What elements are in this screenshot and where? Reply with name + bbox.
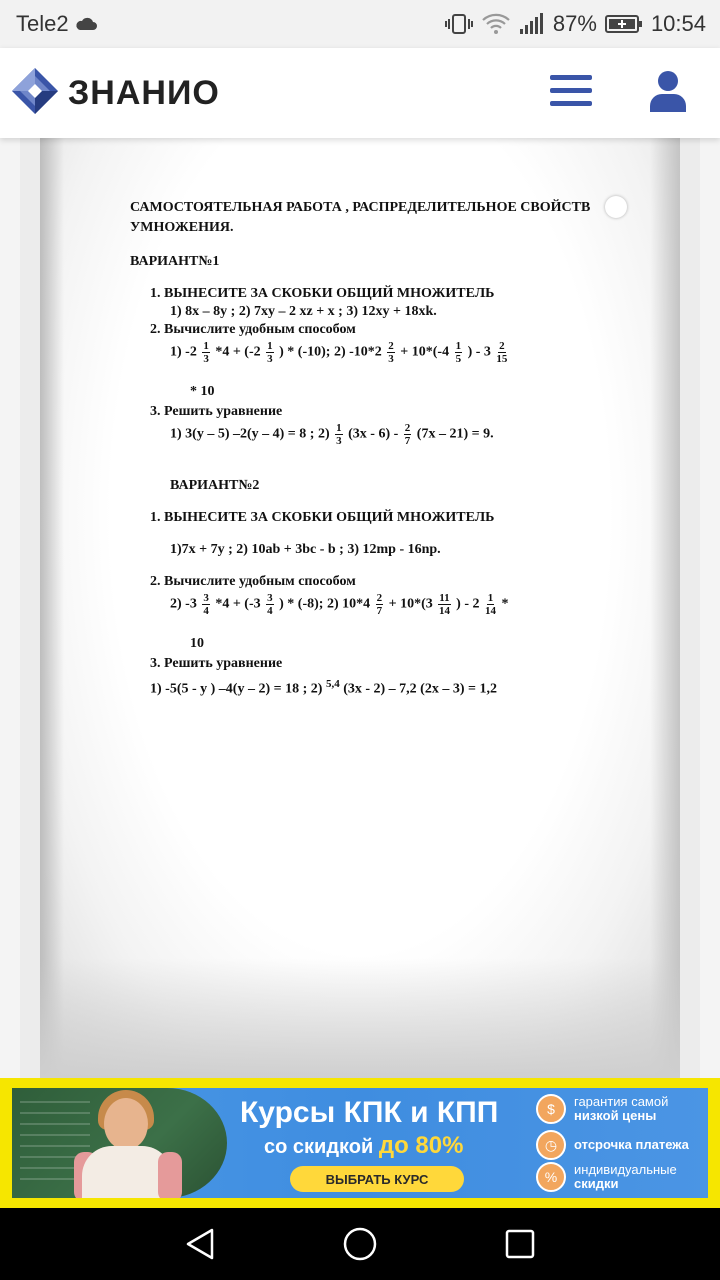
frac-num: 11 (439, 592, 450, 604)
frac-den: 3 (267, 353, 273, 365)
app-header (0, 48, 720, 138)
signal-icon (519, 13, 545, 35)
vibrate-icon (445, 13, 473, 35)
v2-task2-cont: 10 (190, 636, 204, 651)
scan-shadow-left (40, 138, 64, 1078)
ad-subtitle-prefix: со скидкой (264, 1136, 379, 1158)
ad-feature2: отсрочка платежа (574, 1137, 689, 1152)
fraction (266, 592, 274, 617)
frac-num: 2 (388, 340, 394, 352)
page-marker (605, 196, 627, 218)
fraction (376, 592, 384, 617)
ad-title: Курсы КПК и КПП (240, 1096, 499, 1129)
v1-task1-items: 1) 8x – 8y ; 2) 7xy – 2 xz + x ; 3) 12xy + 18xk. (170, 304, 437, 319)
logo[interactable] (10, 66, 220, 121)
clock-icon: ◷ (536, 1130, 566, 1160)
expr-part: 1) 3(y – 5) –2(y – 4) = 8 ; 2) (170, 426, 330, 442)
fraction (496, 340, 507, 365)
ad-photo (12, 1088, 227, 1198)
fraction (485, 592, 496, 617)
v2-task1-heading: 1. ВЫНЕСИТЕ ЗА СКОБКИ ОБЩИЙ МНОЖИТЕЛЬ (150, 510, 495, 525)
ad-feature-price-text (574, 1095, 668, 1123)
ad-feature3-line1: индивидуальные (574, 1162, 677, 1177)
frac-num: 1 (203, 340, 209, 352)
fraction (335, 422, 343, 447)
ad-feature-deferral (536, 1130, 689, 1160)
wifi-icon (481, 13, 511, 35)
frac-num: 1 (487, 592, 494, 604)
percent-icon: % (536, 1162, 566, 1192)
document-viewer[interactable] (0, 138, 720, 1078)
ad-feature1-line1: гарантия самой (574, 1094, 669, 1109)
carrier-name: Tele2 (16, 11, 69, 36)
frac-den: 3 (388, 353, 394, 365)
home-icon[interactable] (330, 1214, 390, 1274)
ad-feature1-line2: низкой цены (574, 1108, 657, 1123)
menu-icon[interactable] (550, 73, 592, 114)
frac-num: 1 (267, 340, 273, 352)
expr-part: ) - 3 (467, 344, 491, 360)
status-right (445, 11, 706, 37)
expr-part: + 10*(3 (388, 596, 433, 612)
person-head (104, 1098, 148, 1150)
doc-title-line1: САМОСТОЯТЕЛЬНАЯ РАБОТА , РАСПРЕДЕЛИТЕЛЬНОЕ СВОЙСТВ (130, 200, 591, 215)
frac-num: 3 (267, 592, 273, 604)
ad-feature-discount (536, 1162, 677, 1192)
v1-task2-cont: * 10 (190, 384, 215, 399)
expr-part: 1) -5(5 - y ) –4(y – 2) = 18 ; 2) (150, 681, 323, 697)
expr-part: ) - 2 (456, 596, 480, 612)
battery-percent: 87% (552, 11, 597, 36)
fraction (404, 422, 412, 447)
cloud-icon (75, 17, 97, 31)
frac-den: 4 (203, 605, 209, 617)
variant1-heading: ВАРИАНТ№1 (130, 254, 220, 269)
v2-task2-heading: 2. Вычислите удобным способом (150, 574, 356, 589)
frac-num: 3 (203, 592, 209, 604)
frac-den: 15 (496, 353, 508, 365)
battery-charging-icon (605, 14, 643, 34)
scan-shadow-bottom (40, 958, 680, 1078)
person-arm-right (158, 1152, 182, 1198)
scan-shadow-right (650, 138, 680, 1078)
frac-num: 2 (404, 422, 411, 434)
expr-part: *4 + (-3 (215, 596, 261, 612)
v2-task1-items: 1)7x + 7y ; 2) 10ab + 3bc - b ; 3) 12mp - 16np. (170, 542, 441, 557)
doc-title-line2: УМНОЖЕНИЯ. (130, 220, 234, 235)
ad-feature-price (536, 1094, 668, 1124)
frac-den: 5 (455, 353, 462, 365)
expr-part: 2) -3 (170, 596, 197, 612)
ad-feature-discount-text (574, 1163, 677, 1191)
expr-part: *4 + (-2 (215, 344, 261, 360)
ad-feature3-line2: скидки (574, 1176, 619, 1191)
logo-mark-icon (10, 66, 60, 121)
v1-task1-heading: 1. ВЫНЕСИТЕ ЗА СКОБКИ ОБЩИЙ МНОЖИТЕЛЬ (150, 286, 495, 301)
fraction (387, 340, 395, 365)
frac-num: 2 (376, 592, 383, 604)
expr-part: (3x - 6) - (348, 426, 399, 442)
clock: 10:54 (650, 11, 706, 36)
back-icon[interactable] (170, 1214, 230, 1274)
frac-den: 3 (203, 353, 209, 365)
carrier-group (16, 11, 97, 37)
ad-content[interactable] (12, 1088, 708, 1198)
v1-task3-heading: 3. Решить уравнение (150, 404, 283, 419)
recents-icon[interactable] (490, 1214, 550, 1274)
price-tag-icon: $ (536, 1094, 566, 1124)
user-icon[interactable] (650, 70, 686, 117)
fraction (455, 340, 463, 365)
v1-task2-heading: 2. Вычислите удобным способом (150, 322, 356, 337)
v1-task3-expr (170, 422, 494, 447)
coef: 5,4 (325, 678, 340, 690)
status-bar (0, 0, 720, 48)
expr-part: 1) -2 (170, 344, 197, 360)
frac-den: 7 (404, 435, 411, 447)
v2-task3-expr (150, 678, 497, 698)
frac-num: 2 (499, 340, 505, 352)
expr-part: + 10*(-4 (400, 344, 450, 360)
fraction (202, 592, 210, 617)
ad-subtitle (264, 1132, 463, 1160)
ad-feature-deferral-text (574, 1138, 689, 1152)
fraction (438, 592, 450, 617)
expr-part: ) * (-8); 2) 10*4 (279, 596, 371, 612)
v2-task3-heading: 3. Решить уравнение (150, 656, 283, 671)
fraction (202, 340, 210, 365)
v1-task2-expr (170, 340, 509, 365)
frac-num: 1 (336, 422, 342, 434)
ad-subtitle-accent: до 80% (378, 1132, 464, 1159)
expr-part: ) * (-10); 2) -10*2 (279, 344, 382, 360)
frac-den: 7 (376, 605, 383, 617)
choose-course-button[interactable]: ВЫБРАТЬ КУРС (290, 1166, 464, 1192)
frac-den: 4 (267, 605, 273, 617)
frac-num: 1 (455, 340, 462, 352)
frac-den: 14 (485, 605, 496, 617)
header-actions (550, 70, 686, 117)
fraction (266, 340, 274, 365)
logo-text: ЗНАНИО (68, 73, 220, 112)
frac-den: 3 (336, 435, 342, 447)
expr-part: * (501, 596, 509, 612)
expr-part: (3x - 2) – 7,2 (2x – 3) = 1,2 (343, 681, 497, 697)
v2-task2-expr (170, 592, 509, 617)
expr-part: (7x – 21) = 9. (416, 426, 494, 442)
system-nav-bar (0, 1208, 720, 1280)
variant2-heading: ВАРИАНТ№2 (170, 478, 260, 493)
frac-den: 14 (438, 605, 450, 617)
ad-banner[interactable] (0, 1078, 720, 1208)
